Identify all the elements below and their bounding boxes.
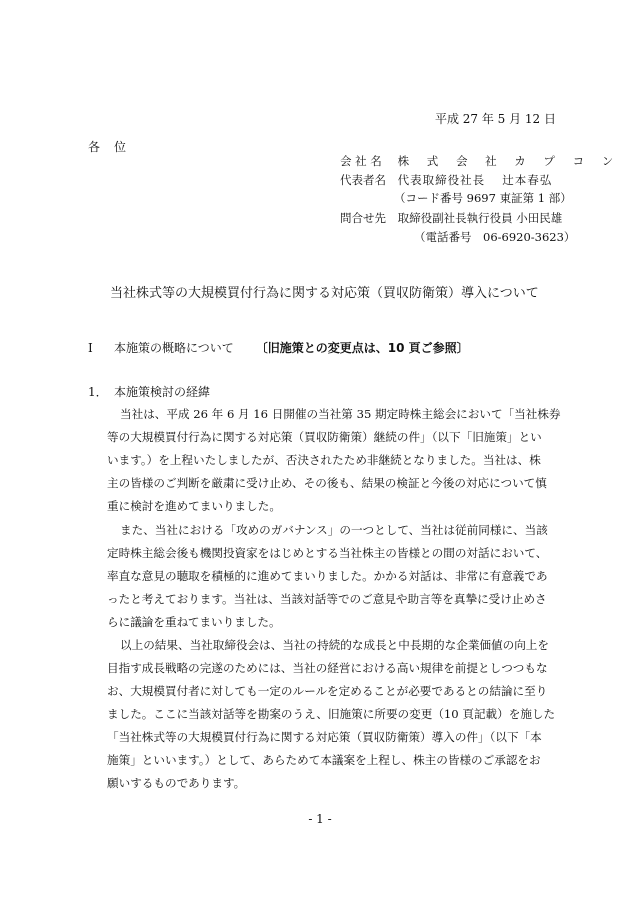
section-note: 〔旧施策との変更点は、10 頁ご参照〕 <box>255 341 469 355</box>
representative-label: 代表者名 <box>340 173 386 187</box>
body-line: 願いするものであります。 <box>107 776 246 790</box>
representative-value: 代表取締役社長 辻本春弘 <box>397 173 553 187</box>
stock-code-line: （コード番号 9697 東証第 1 部） <box>394 191 572 205</box>
company-name-label: 会 社 名 <box>340 154 382 168</box>
body-line: 率直な意見の聴取を積極的に進めてまいりました。かかる対話は、非常に有意義であ <box>107 569 548 583</box>
body-line: 当社は、平成 26 年 6 月 16 日開催の当社第 35 期定時株主総会において「当社株券 <box>120 407 561 421</box>
contact-value: 取締役副社長執行役員 小田民雄 <box>397 211 563 225</box>
body-line: また、当社における「攻めのガバナンス」の一つとして、当社は従前同様に、当該 <box>120 523 548 537</box>
section-title: 本施策の概略について <box>114 341 234 355</box>
body-line: 重に検討を進めてまいりました。 <box>107 499 281 513</box>
contact-row <box>340 210 562 226</box>
body-line: お、大規模買付者に対しても一定のルールを定めることが必要であるとの結論に至り <box>107 684 548 698</box>
body-line: ました。ここに当該対話等を勘案のうえ、旧施策に所要の変更（10 頁記載）を施した <box>107 707 556 721</box>
body-line: 主の皆様のご判断を厳粛に受け止め、その後も、結果の検証と今後の対応について慎 <box>107 476 547 490</box>
page-number: - 1 - <box>308 812 332 826</box>
document-date: 平成 27 年 5 月 12 日 <box>434 112 556 126</box>
body-line: ったと考えております。当社は、当該対話等でのご意見や助言等を真摯に受け止めさ <box>107 592 547 606</box>
document-title: 当社株式等の大規模買付行為に関する対応策（買収防衛策）導入について <box>110 286 539 301</box>
body-line: 「当社株式等の大規模買付行為に関する対応策（買収防衛策）導入の件」（以下「本 <box>107 730 542 744</box>
body-line: います。）を上程いたしましたが、否決されたため非継続となりました。当社は、株 <box>107 453 541 467</box>
company-name-row <box>340 153 620 169</box>
section-number: Ⅰ <box>88 341 93 355</box>
subsection-heading <box>88 383 210 400</box>
section-heading <box>88 339 469 356</box>
body-line: 施策」といいます。）として、あらためて本議案を上程し、株主の皆様のご承認をお <box>107 753 541 767</box>
body-line: 以上の結果、当社取締役会は、当社の持続的な成長と中長期的な企業価値の向上を <box>120 638 549 652</box>
subsection-title: 本施策検討の経緯 <box>114 385 211 399</box>
body-line: 定時株主総会後も機関投資家をはじめとする当社株主の皆様との間の対話において、 <box>107 546 548 560</box>
body-line: 等の大規模買付行為に関する対応策（買収防衛策）継続の件」（以下「旧施策」とい <box>107 430 542 444</box>
representative-row <box>340 172 552 188</box>
subsection-number: 1． <box>88 385 108 399</box>
company-name-value: 株 式 会 社 カ プ コ ン <box>397 154 621 168</box>
addressee: 各位 <box>88 140 141 154</box>
phone-line: （電話番号 06-6920-3623） <box>414 230 576 244</box>
body-line: 目指す成長戦略の完遂のためには、当社の経営における高い規律を前提としつつもな <box>107 661 548 675</box>
contact-label: 問合せ先 <box>340 211 386 225</box>
body-line: らに議論を重ねてまいりました。 <box>107 615 281 629</box>
